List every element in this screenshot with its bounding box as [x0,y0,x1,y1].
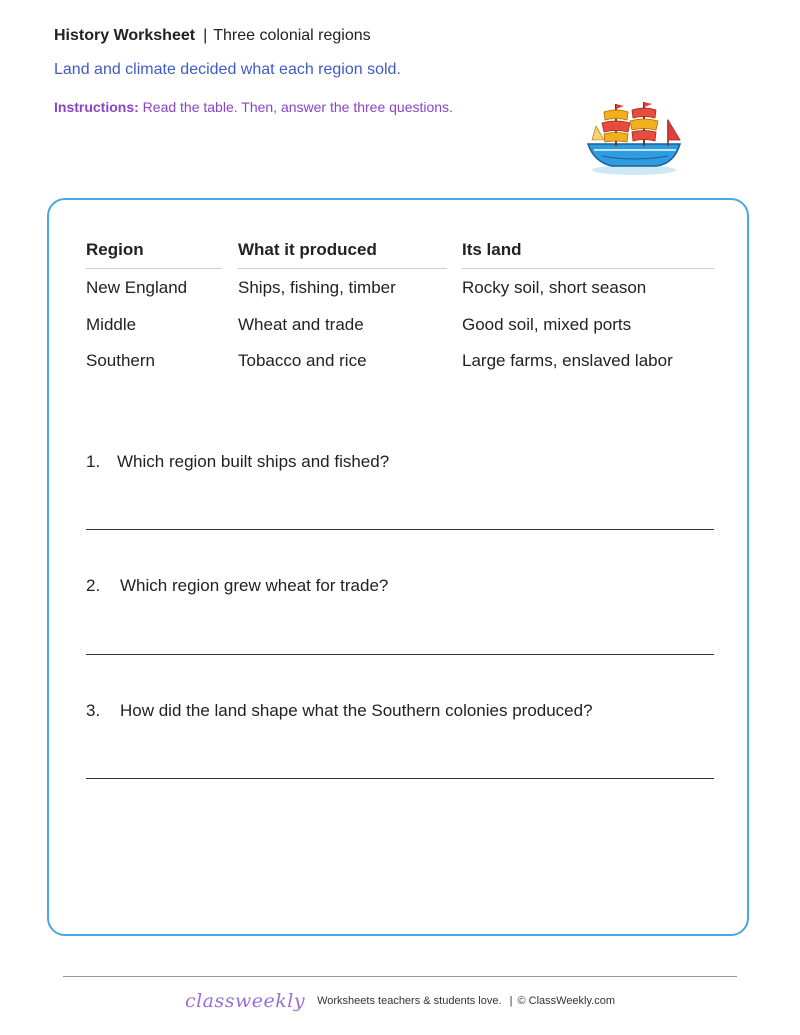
sailing-ship-icon [582,96,688,178]
table-header-land: Its land [462,240,522,259]
table-cell: Good soil, mixed ports [462,315,632,334]
worksheet-subject: History Worksheet [54,27,196,44]
worksheet-topic: Three colonial regions [213,27,371,44]
worksheet-header [54,27,371,45]
question-3 [86,701,593,721]
question-1 [86,452,389,472]
header-separator: | [203,27,208,44]
worksheet-card [47,198,749,936]
question-2 [86,576,388,596]
table-cell: New England [86,278,188,297]
table-cell: Rocky soil, short season [462,278,647,297]
question-number: 2. [86,576,101,595]
answer-line-3[interactable] [86,778,714,779]
question-number: 3. [86,701,101,720]
footer-copyright: © ClassWeekly.com [517,995,616,1007]
instructions-text: Read the table. Then, answer the three questions. [142,99,453,115]
answer-line-2[interactable] [86,654,714,655]
footer-tagline: Worksheets teachers & students love. [317,995,502,1007]
table-header-rule [86,268,222,269]
brand-logo: classweekly [184,990,306,1012]
table-cell: Southern [86,351,155,370]
question-text: How did the land shape what the Southern colonies produced? [120,701,593,720]
question-text: Which region grew wheat for trade? [120,576,389,595]
table-cell: Wheat and trade [238,315,364,334]
table-cell: Large farms, enslaved labor [462,351,673,370]
answer-line-1[interactable] [86,529,714,530]
table-header-region: Region [86,240,144,259]
footer-separator: | [509,995,513,1007]
footer-divider [63,976,737,977]
footer [0,990,800,1012]
table-header-rule [238,268,447,269]
table-header-produced: What it produced [238,240,377,259]
question-text: Which region built ships and fished? [117,452,390,471]
question-number: 1. [86,452,101,471]
table-cell: Middle [86,315,137,334]
table-cell: Ships, fishing, timber [238,278,396,297]
instructions [54,99,453,115]
instructions-label: Instructions: [54,99,139,115]
table-cell: Tobacco and rice [238,351,367,370]
table-header-rule [462,268,714,269]
worksheet-subtitle: Land and climate decided what each region sold. [54,61,401,78]
